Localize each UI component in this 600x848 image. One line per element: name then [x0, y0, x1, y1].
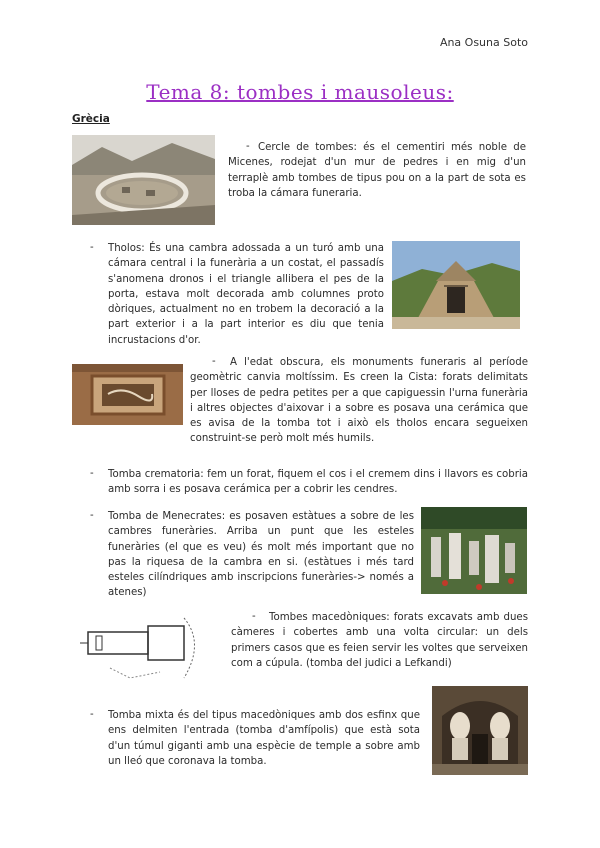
paragraph-tholos: Tholos: És una cambra adossada a un turó amb una cámara central i la funerària a un costat, el passadís s'anomena dronos i el triangle allibera el pes de la porta, estava molt decorada amb columnes proto dòriques, actualment no en trobem la decoració a la part exterior i a la part interior es diu que tenia incrustacions d'or.	[108, 243, 384, 346]
bullet-marker: -	[246, 141, 250, 152]
bullet-marker: -	[90, 242, 94, 253]
author-name: Ana Osuna Soto	[439, 36, 528, 49]
paragraph-cercle: Cercle de tombes: és el cementiri més noble de Micenes, rodejat d'un mur de pedres i en mig d'un terraplè amb tombes de tipus pou on a la part de sota es troba la cámara funeraria.	[228, 142, 526, 199]
paragraph-crematoria: Tomba crematoria: fem un forat, fiquem el cos i el cremem dins i llavors es cobria amb sorra i es posava cerámica per a cobrir les cendres.	[108, 469, 528, 496]
paragraph-menecrates: Tomba de Menecrates: es posaven estàtues a sobre de les cambres funeràries. Arriba un punt que les esteles funeràries (el que es veu) és molt més important que no pas la riquesa de la cambra en si. (estàtues i més tard esteles cilíndriques amb inscripcions funeràries-> només a atenes)	[108, 511, 414, 599]
page-title: Tema 8: tombes i mausoleus:	[146, 80, 454, 104]
section-heading: Grècia	[72, 113, 110, 125]
bullet-marker: -	[252, 611, 256, 622]
tholos-image	[392, 241, 520, 329]
amphipolis-tomb-image	[432, 686, 528, 775]
bullet-marker: -	[90, 468, 94, 479]
paragraph-macedoniques: Tombes macedòniques: forats excavats amb dues càmeres i cobertes amb una volta circular: un dels primers casos que es feien servir les voltes que serveixen com a cúpula. (tomba del judici a Lefkandi)	[231, 612, 528, 669]
grave-circle-image	[72, 135, 215, 225]
macedonian-tomb-plan-image	[80, 608, 215, 686]
cist-grave-image	[72, 364, 183, 425]
paragraph-edat-obscura: A l'edat obscura, els monuments funeraris al període geomètric canvia moltíssim. Es creen la Cista: forats delimitats per lloses de pedra petites per a que capiguessin l'urna funerària i altres objectes d'aixovar i a sobre es posava una cerámica que es avisa de la tomba tot i això els tholos encara segueixen construint-se però molt més humils.	[190, 357, 528, 445]
paragraph-mixta: Tomba mixta és del tipus macedòniques amb dos esfinx que ens delmiten l'entrada (tomba d'amfípolis) que està sota d'un túmul giganti amb una espècie de temple a sobre amb un lleó que coronava la tomba.	[108, 710, 420, 767]
bullet-marker: -	[90, 709, 94, 720]
cemetery-steles-image	[421, 507, 527, 594]
bullet-marker: -	[212, 356, 216, 367]
bullet-marker: -	[90, 510, 94, 521]
